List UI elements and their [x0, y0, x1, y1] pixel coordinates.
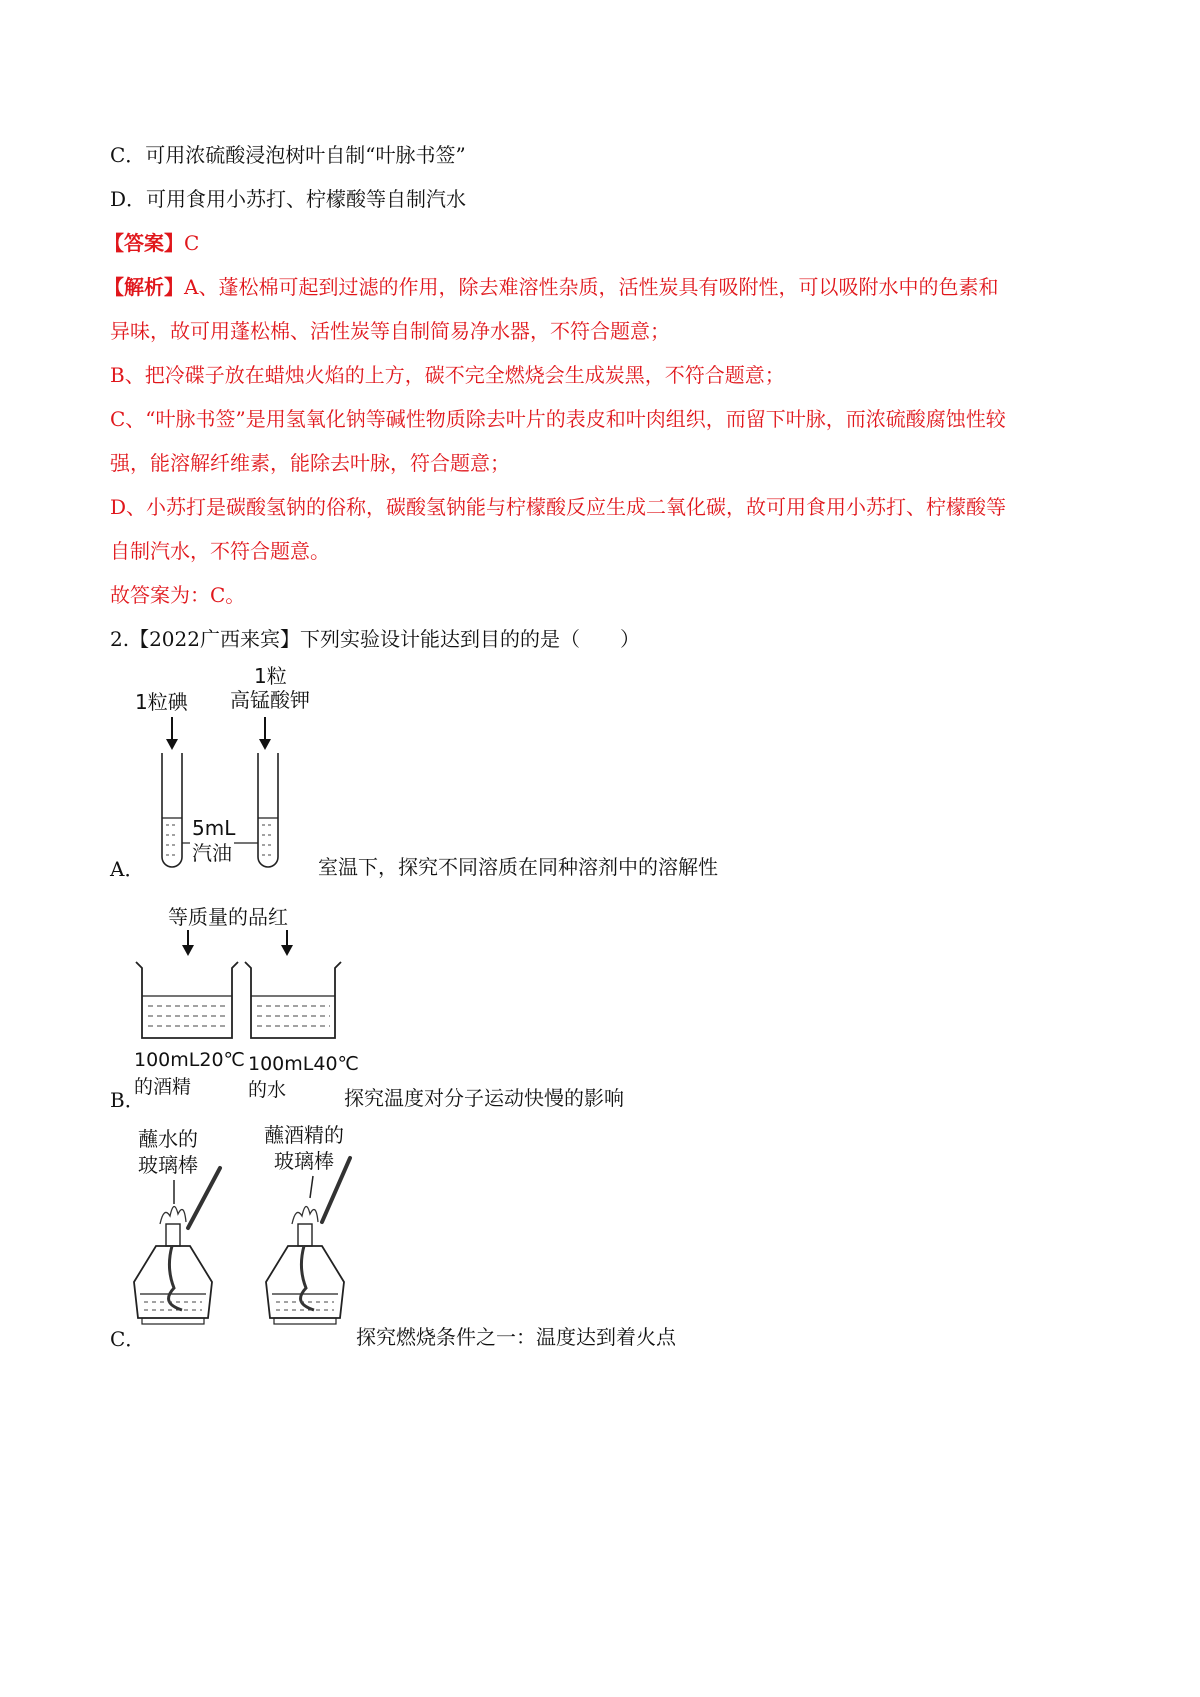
- option-b-text: 探究温度对分子运动快慢的影响: [344, 1086, 624, 1110]
- fig-a-label-iodine: 1粒碘: [135, 690, 188, 714]
- question-2-stem: 2.【2022广西来宾】下列实验设计能达到目的的是（ ）: [110, 627, 640, 651]
- fig-b-top-label: 等质量的品红: [168, 905, 288, 929]
- fig-c-left-label-2: 玻璃棒: [138, 1153, 198, 1177]
- analysis-line-7: 自制汽水，不符合题意。: [110, 539, 330, 563]
- fig-a-label-right-2: 高锰酸钾: [230, 688, 310, 712]
- fig-a-label-right-1: 1粒: [254, 665, 287, 688]
- fig-b-right-label-2: 的水: [248, 1079, 287, 1101]
- figure-b-beakers: [130, 892, 380, 1107]
- fig-c-right-label-2: 玻璃棒: [274, 1149, 334, 1173]
- fig-c-right-label-1: 蘸酒精的: [264, 1123, 344, 1147]
- analysis-line-3: B、把冷碟子放在蜡烛火焰的上方，碳不完全燃烧会生成炭黑，不符合题意；: [110, 363, 785, 387]
- analysis-line-1: [104, 273, 1094, 301]
- fig-a-liquid-2: 汽油: [192, 841, 232, 865]
- conclusion-line: 故答案为：C。: [110, 583, 246, 607]
- analysis-line-2: 异味，故可用蓬松棉、活性炭等自制简易净水器，不符合题意；: [110, 319, 670, 343]
- option-c-text: 探究燃烧条件之一：温度达到着火点: [356, 1325, 676, 1349]
- option-a-text: 室温下，探究不同溶质在同种溶剂中的溶解性: [318, 855, 718, 879]
- fig-b-right-label-1: 100mL40℃: [248, 1053, 359, 1075]
- option-c-text: C．可用浓硫酸浸泡树叶自制“叶脉书签”: [110, 143, 466, 167]
- fig-c-left-label-1: 蘸水的: [138, 1127, 198, 1151]
- option-c-letter: C．: [110, 1327, 146, 1351]
- analysis-line-4: C、“叶脉书签”是用氢氧化钠等碱性物质除去叶片的表皮和叶肉组织，而留下叶脉，而浓硫酸腐蚀性较: [110, 407, 1006, 431]
- answer-line: [104, 229, 1094, 257]
- option-a-letter: A．: [110, 857, 145, 881]
- figure-a-test-tubes: [130, 665, 350, 890]
- answer-value: C: [184, 231, 200, 255]
- analysis-line-6: D、小苏打是碳酸氢钠的俗称，碳酸氢钠能与柠檬酸反应生成二氧化碳，故可用食用小苏打、柠檬酸等: [110, 495, 1007, 519]
- analysis-tag: 【解析】: [104, 275, 184, 299]
- fig-b-left-label-2: 的酒精: [134, 1076, 192, 1098]
- answer-tag: 【答案】: [104, 231, 184, 255]
- option-b-letter: B．: [110, 1088, 145, 1112]
- figure-c-alcohol-lamps: [130, 1118, 370, 1343]
- analysis-line-5: 强，能溶解纤维素，能除去叶脉，符合题意；: [110, 451, 510, 475]
- fig-a-liquid-1: 5mL: [192, 816, 236, 840]
- option-d-text: D．可用食用小苏打、柠檬酸等自制汽水: [110, 187, 467, 211]
- fig-b-left-label-1: 100mL20℃: [134, 1049, 245, 1071]
- analysis-text-1: A、蓬松棉可起到过滤的作用，除去难溶性杂质，活性炭具有吸附性，可以吸附水中的色素和: [184, 275, 999, 299]
